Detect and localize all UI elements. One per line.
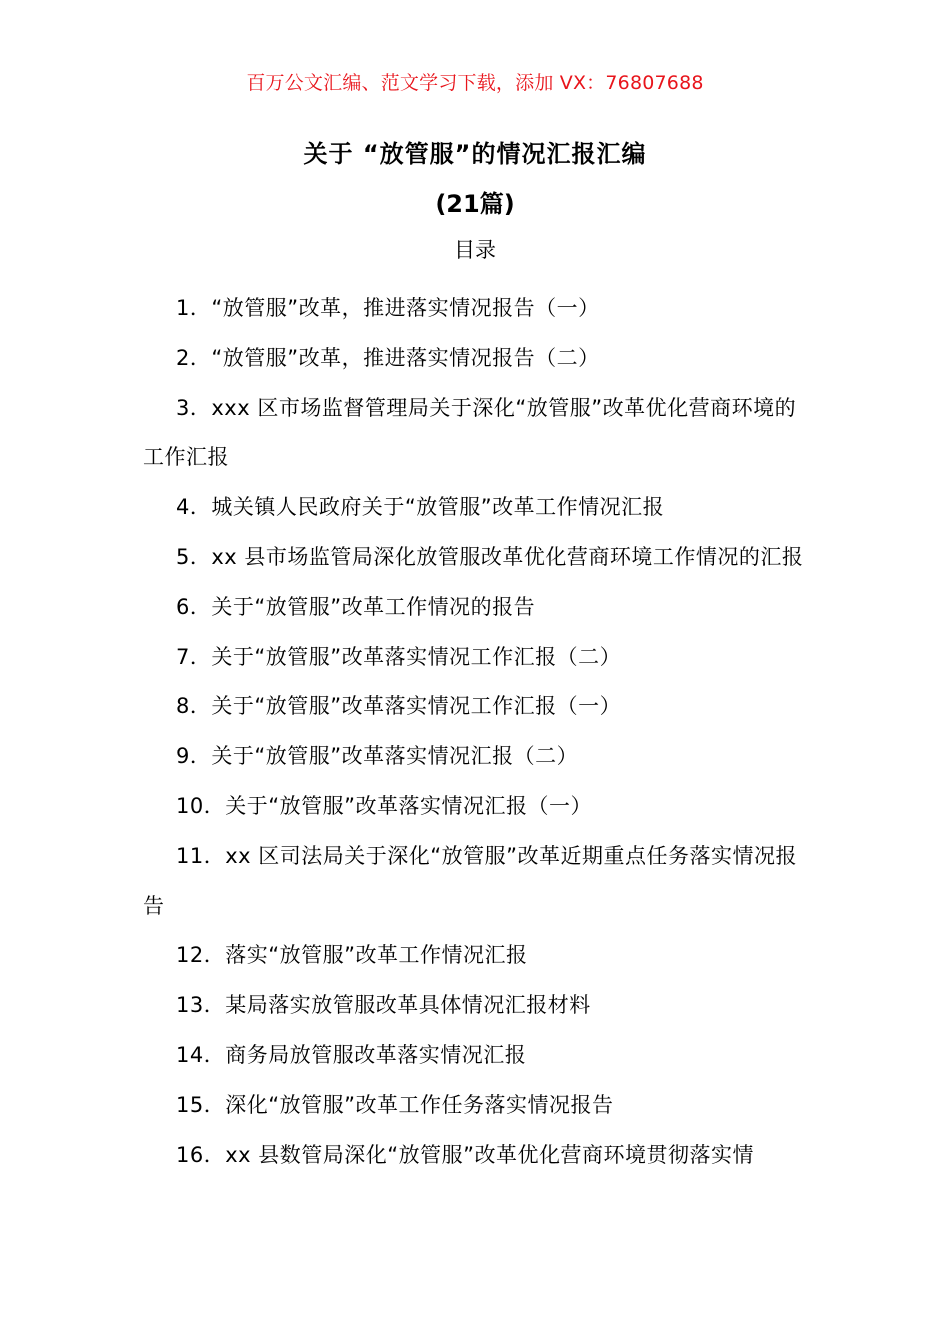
toc-list — [143, 284, 808, 1180]
toc-item: 15．深化“放管服”改革工作任务落实情况报告 — [176, 1092, 614, 1117]
toc-item: 12．落实“放管服”改革工作情况汇报 — [176, 943, 528, 968]
toc-item: 11．xx 区司法局关于深化“放管服”改革近期重点任务落实情况报告 — [143, 843, 798, 918]
toc-item: 16．xx 县数管局深化“放管服”改革优化营商环境贯彻落实情 — [176, 1142, 755, 1167]
toc-heading: 目录 — [454, 238, 496, 262]
toc-item: 7．关于“放管服”改革落实情况工作汇报（二） — [176, 644, 622, 669]
toc-item: 6．关于“放管服”改革工作情况的报告 — [176, 594, 536, 619]
toc-item: 2．“放管服”改革，推进落实情况报告（二） — [176, 345, 600, 370]
toc-item: 9．关于“放管服”改革落实情况汇报（二） — [176, 744, 579, 769]
toc-item: 14．商务局放管服改革落实情况汇报 — [176, 1042, 527, 1067]
toc-item: 10．关于“放管服”改革落实情况汇报（一） — [176, 793, 592, 818]
toc-item: 13．某局落实放管服改革具体情况汇报材料 — [176, 993, 591, 1018]
document-title: 关于 “放管服”的情况汇报汇编 — [303, 140, 647, 168]
toc-item: 3．xxx 区市场监督管理局关于深化“放管服”改革优化营商环境的工作汇报 — [143, 395, 797, 470]
toc-item: 5．xx 县市场监管局深化放管服改革优化营商环境工作情况的汇报 — [176, 544, 804, 569]
toc-item: 8．关于“放管服”改革落实情况工作汇报（一） — [176, 694, 622, 719]
document-subtitle: (21篇) — [435, 190, 515, 218]
header-contact-note: 百万公文汇编、范文学习下载，添加 VX：76807688 — [246, 72, 704, 94]
toc-item: 4．城关镇人民政府关于“放管服”改革工作情况汇报 — [176, 495, 665, 520]
toc-item: 1．“放管服”改革，推进落实情况报告（一） — [176, 296, 600, 320]
